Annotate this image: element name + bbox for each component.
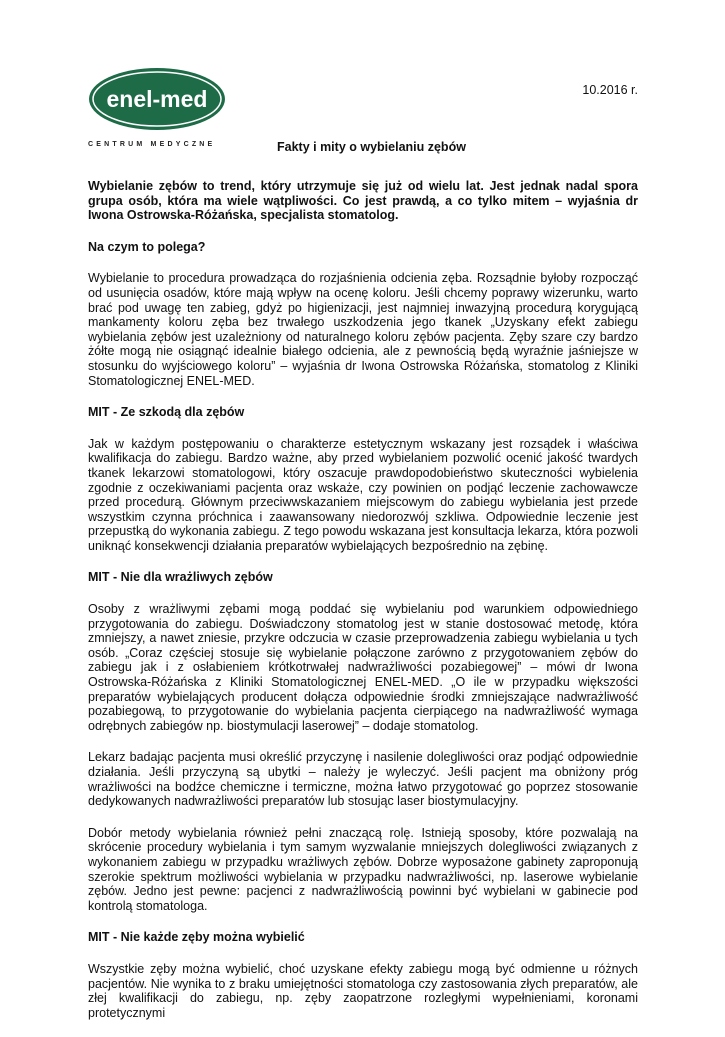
- section-heading-ze-szkoda: MIT - Ze szkodą dla zębów: [88, 405, 245, 420]
- paragraph: Lekarz badając pacjenta musi określić przyczynę i nasilenie dolegliwości oraz podjąć odpowiednie działania. Jeśli przyczyną są ubytki – należy je wyleczyć. Jeśli pacjent ma obniżony próg wrażliwości na bodźce chemiczne i termiczne, można łatwo przygotować go poprzez stosowanie dedykowanych nadwrażliwości preparatów lub stosując laser biostymulacyjny.: [88, 750, 638, 809]
- paragraph: Osoby z wrażliwymi zębami mogą poddać się wybielaniu pod warunkiem odpowiedniego przygotowania do zabiegu. Doświadczony stomatolog jest w stanie dostosować metodę, która zmniejszy, a nawet zniesie, przykre odczucia w czasie przeprowadzenia zabiegu wybielania u tych osób. „Coraz częściej stosuje się wybielanie połączone zarówno z przygotowaniem zębów do zabiegu jak i z osłabieniem krótkotrwałej nadwrażliwości pozabiegowej” – mówi dr Iwona Ostrowska-Różańska z Kliniki Stomatologicznej ENEL-MED. „O ile w przypadku większości preparatów wybielających producent dołącza odpowiednie środki zmniejszające nadwrażliwość pozabiegową, to przygotowanie do wybielania pacjenta cierpiącego na nadwrażliwość wymaga odrębnych zabiegów np. biostymulacji laserowej” – dodaje stomatolog.: [88, 602, 638, 733]
- paragraph: Wybielanie to procedura prowadząca do rozjaśnienia odcienia zęba. Rozsądnie byłoby rozpocząć od usunięcia osadów, które mają wpływ na ocenę koloru. Jeśli chcemy poprawy wizerunku, warto brać pod uwagę ten zabieg, gdyż po higienizacji, jest najmniej inwazyjną procedurą korygującą mankamenty koloru zęba bez trwałego uszkodzenia jego tkanek „Uzyskany efekt zabiegu wybielania zębów jest uzależniony od naturalnego koloru zębów pacjenta. Zęby szare czy bardzo żółte mogą nie osiągnąć idealnie białego odcienia, ale z pewnością będą wyraźnie jaśniejsze w stosunku do wyjściowego koloru” – wyjaśnia dr Iwona Ostrowska Różańska, stomatolog z Kliniki Stomatologicznej ENEL-MED.: [88, 271, 638, 388]
- document-date: 10.2016 r.: [582, 83, 638, 97]
- logo-ellipse: [88, 67, 226, 131]
- paragraph: Jak w każdym postępowaniu o charakterze estetycznym wskazany jest rozsądek i właściwa kwalifikacja do zabiegu. Bardzo ważne, aby przed wybielaniem pozwolić ocenić jakość twardych tkanek lekarzowi stomatologowi, który oszacuje prawdopodobieństwo skuteczności wybielenia zgodnie z oczekiwaniami pacjenta oraz wskaże, czy powinien on podjąć leczenie zachowawcze przed procedurą. Głównym przeciwwskazaniem miejscowym do zabiegu wybielania jest przede wszystkim czynna próchnica i zaawansowany niedorozwój szkliwa. Odpowiednie leczenie jest przepustką do wykonania zabiegu. Z tego powodu wskazana jest konsultacja lekarza, która pozwoli uniknąć konsekwencji działania preparatów wybielających bezpośrednio na zębinę.: [88, 436, 638, 553]
- paragraph: Wszystkie zęby można wybielić, choć uzyskane efekty zabiegu mogą być odmienne u różnych pacjentów. Nie wynika to z braku umiejętności stomatologa czy zastosowania złych preparatów, ale złej kwalifikacji do zabiegu, np. zęby zaopatrzone rozległymi wypełnieniami, koronami protetycznymi: [88, 961, 638, 1020]
- enel-med-logo: [88, 67, 226, 151]
- article-body: [88, 179, 638, 1037]
- lead-paragraph: Wybielanie zębów to trend, który utrzymuje się już od wielu lat. Jest jednak nadal spora grupa osób, która ma wiele wątpliwości. Co jest prawdą, a co tylko mitem – wyjaśnia dr Iwona Ostrowska-Różańska, specjalista stomatolog.: [88, 179, 638, 223]
- paragraph: Dobór metody wybielania również pełni znaczącą rolę. Istnieją sposoby, które pozwalają na skrócenie procedury wybielania i tym samym wyzwalanie mniejszych dolegliwości związanych z wykonaniem zabiegu w przypadku wrażliwych zębów. Dobrze wyposażone gabinety zaproponują szerokie spektrum możliwości wybielania w przypadku nadwrażliwości, np. laserowe wybielanie zębów. Jedno jest pewne: pacjenci z nadwrażliwością powinni być wybielani w gabinecie pod kontrolą stomatologa.: [88, 825, 638, 913]
- section-heading-kazde-zeby: MIT - Nie każde zęby można wybielić: [88, 930, 305, 945]
- section-heading-na-czym-to-polega: Na czym to polega?: [88, 239, 206, 254]
- section-heading-wrazliwe-zeby: MIT - Nie dla wrażliwych zębów: [88, 570, 273, 585]
- logo-subtitle: CENTRUM MEDYCZNE: [88, 141, 216, 148]
- page-title: Fakty i mity o wybielaniu zębów: [277, 140, 466, 154]
- logo-brand-text: enel-med: [106, 86, 208, 112]
